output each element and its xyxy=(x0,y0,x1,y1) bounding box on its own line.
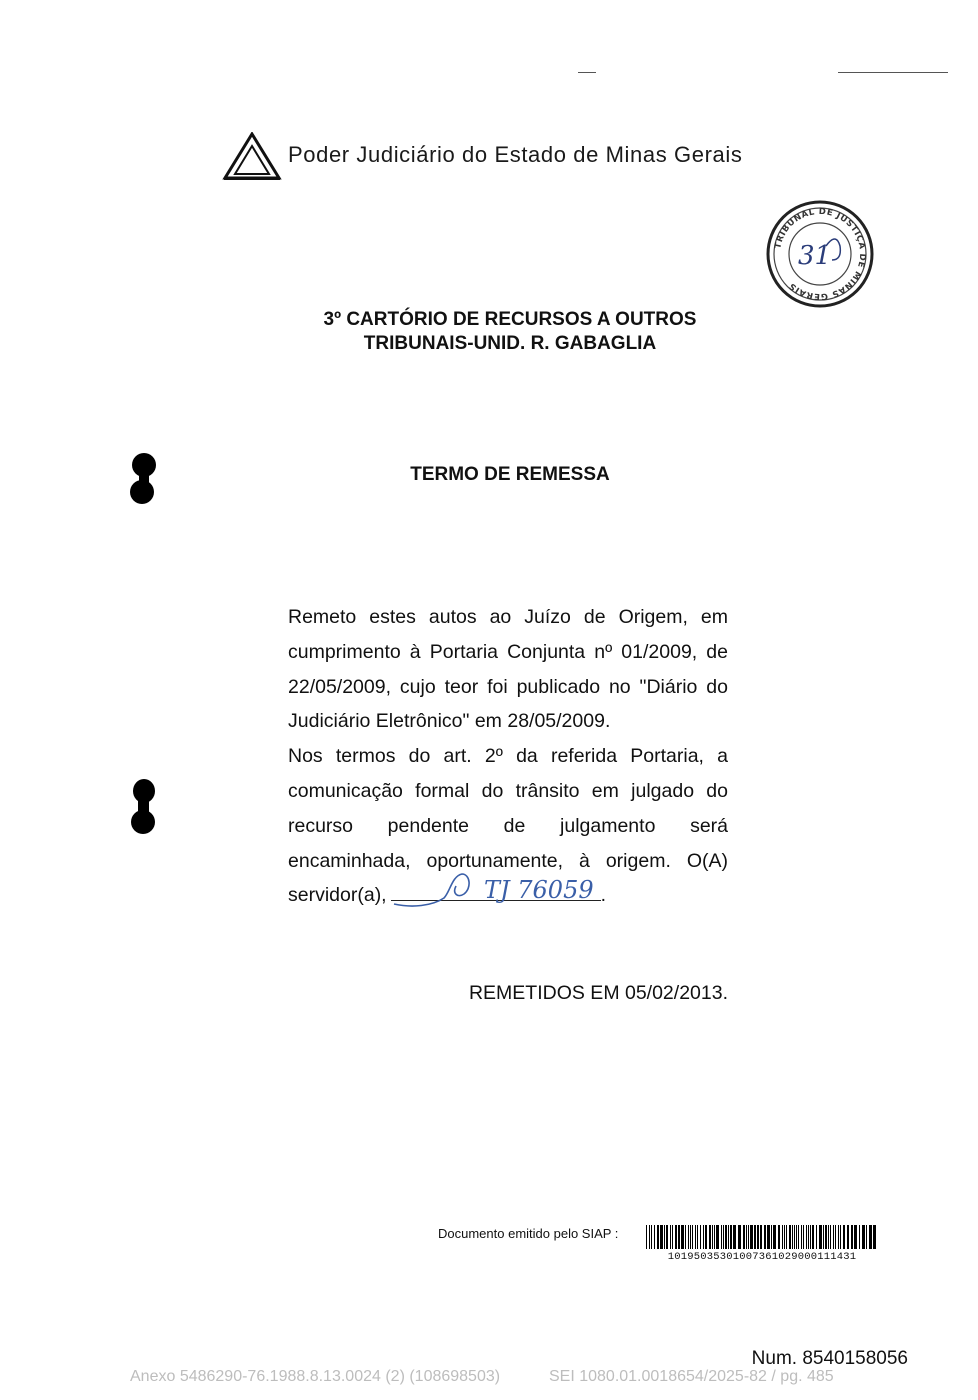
barcode-bar xyxy=(859,1225,860,1249)
handwritten-signature xyxy=(392,864,622,917)
barcode-bar xyxy=(714,1225,715,1249)
barcode-bar xyxy=(666,1225,668,1249)
barcode-bar xyxy=(835,1225,836,1249)
barcode-bar xyxy=(750,1225,753,1249)
barcode-bar xyxy=(773,1225,776,1249)
scan-rule xyxy=(838,72,948,73)
barcode-bar xyxy=(681,1225,684,1249)
barcode-bar xyxy=(712,1225,713,1249)
body-line: cumprimento à Portaria Conjunta nº 01/2009, de xyxy=(288,640,728,663)
barcode-bar xyxy=(692,1225,693,1249)
footer-sei: SEI 1080.01.0018654/2025-82 / pg. 485 xyxy=(548,1368,834,1385)
barcode-bar xyxy=(651,1225,652,1249)
barcode-bar xyxy=(854,1225,857,1249)
footer-watermark xyxy=(130,1368,834,1386)
barcode-bar xyxy=(709,1225,711,1249)
barcode-bar xyxy=(733,1225,736,1249)
barcode-bar xyxy=(725,1225,727,1249)
barcode-bar xyxy=(746,1225,747,1249)
barcode-bar xyxy=(675,1225,677,1249)
office-line-2: TRIBUNAIS-UNID. R. GABAGLIA xyxy=(363,333,657,354)
barcode-bar xyxy=(778,1225,780,1249)
barcode-bar xyxy=(723,1225,724,1249)
barcode-bar xyxy=(685,1225,686,1249)
barcode-bar xyxy=(789,1225,791,1249)
barcode-bar xyxy=(838,1225,839,1249)
office-heading xyxy=(250,308,770,356)
body-line: 22/05/2009, cujo teor foi publicado no "Diário do xyxy=(288,675,728,698)
barcode-bar xyxy=(660,1225,663,1249)
barcode-bar xyxy=(796,1225,797,1249)
barcode-bar xyxy=(716,1225,719,1249)
barcode-bar xyxy=(833,1225,834,1249)
judiciary-logo-icon xyxy=(222,132,282,187)
barcode-bar xyxy=(843,1225,845,1249)
body-line: Judiciário Eletrônico" em 28/05/2009. xyxy=(288,710,611,733)
barcode-bar xyxy=(784,1225,785,1249)
barcode-bar xyxy=(810,1225,811,1249)
barcode-bar xyxy=(688,1225,689,1249)
document-number: Num. 8540158056 xyxy=(751,1348,908,1369)
barcode-bar xyxy=(754,1225,756,1249)
barcode-bar xyxy=(806,1225,807,1249)
body-line: Nos termos do art. 2º da referida Portaria, a xyxy=(288,745,728,768)
barcode-bar xyxy=(743,1225,745,1249)
barcode-bar xyxy=(757,1225,759,1249)
barcode-bar xyxy=(703,1225,704,1249)
punch-hole-bottom xyxy=(126,778,158,841)
barcode-bar xyxy=(760,1225,762,1249)
barcode-bar xyxy=(771,1225,772,1249)
barcode-bar xyxy=(792,1225,793,1249)
court-seal-stamp xyxy=(764,198,876,315)
siap-label: Documento emitido pelo SIAP : xyxy=(438,1226,619,1241)
barcode-bar xyxy=(654,1225,655,1249)
seal-handwritten-number: 31 xyxy=(798,241,832,271)
barcode-bar xyxy=(697,1225,698,1249)
barcode-bar xyxy=(808,1225,809,1249)
barcode-bar xyxy=(728,1225,729,1249)
barcode-bar xyxy=(767,1225,770,1249)
signature-text: TJ 76059 xyxy=(484,876,594,904)
barcode-bar xyxy=(840,1225,841,1249)
barcode-bar xyxy=(782,1225,783,1249)
barcode-bar xyxy=(748,1225,749,1249)
barcode-bar xyxy=(690,1225,691,1249)
barcode-bar xyxy=(825,1225,827,1249)
barcode-bar xyxy=(657,1225,659,1249)
document-title: TERMO DE REMESSA xyxy=(410,464,610,485)
barcode-bar xyxy=(705,1225,707,1249)
barcode-bar xyxy=(862,1225,865,1249)
barcode-bar xyxy=(819,1225,822,1249)
barcode-number: 10195035301007361029000111431 xyxy=(667,1251,857,1263)
barcode-bar xyxy=(664,1225,665,1249)
seal-ring-text: TRIBUNAL DE JUSTIÇA DE MINAS GERAIS xyxy=(773,206,868,302)
barcode-bar xyxy=(764,1225,766,1249)
body-line: comunicação formal do trânsito em julgado do xyxy=(288,779,728,802)
barcode-bar xyxy=(873,1225,876,1249)
barcode-bar xyxy=(786,1225,787,1249)
institution-title: Poder Judiciário do Estado de Minas Gerais xyxy=(288,142,743,167)
barcode-bar xyxy=(847,1225,849,1249)
barcode-bar xyxy=(730,1225,732,1249)
punch-hole-top xyxy=(126,452,158,511)
barcode-bar xyxy=(823,1225,824,1249)
barcode-bar xyxy=(794,1225,795,1249)
barcode-bar xyxy=(830,1225,831,1249)
scan-rule xyxy=(578,72,596,73)
footer-anexo: Anexo 5486290-76.1988.8.13.0024 (2) (108698503) xyxy=(130,1368,501,1385)
body-line: Remeto estes autos ao Juízo de Origem, em xyxy=(288,606,728,628)
barcode-bar xyxy=(649,1225,650,1249)
barcode-bar xyxy=(801,1225,802,1249)
barcode-bar xyxy=(866,1225,867,1249)
body-line: encaminhada, oportunamente, à origem. O(A) xyxy=(288,849,728,872)
barcode-bar xyxy=(869,1225,872,1249)
barcode-bar xyxy=(700,1225,701,1249)
body-line: recurso pendente de julgamento será xyxy=(288,814,728,837)
barcode-icon xyxy=(646,1225,878,1254)
barcode-bar xyxy=(672,1225,673,1249)
barcode-bar xyxy=(646,1225,647,1249)
barcode-bar xyxy=(803,1225,804,1249)
servidor-label: servidor(a), xyxy=(288,884,387,907)
servidor-end: . xyxy=(600,884,607,907)
remetidos-date: REMETIDOS EM 05/02/2013. xyxy=(468,982,728,1004)
barcode-bar xyxy=(851,1225,853,1249)
barcode-bar xyxy=(721,1225,722,1249)
office-line-1: 3º CARTÓRIO DE RECURSOS A OUTROS xyxy=(323,309,697,330)
barcode-bar xyxy=(828,1225,829,1249)
barcode-bar xyxy=(812,1225,814,1249)
barcode-bar xyxy=(798,1225,799,1249)
barcode-bar xyxy=(670,1225,671,1249)
barcode-bar xyxy=(738,1225,741,1249)
barcode-bar xyxy=(816,1225,817,1249)
barcode-bar xyxy=(678,1225,680,1249)
barcode-bar xyxy=(695,1225,696,1249)
